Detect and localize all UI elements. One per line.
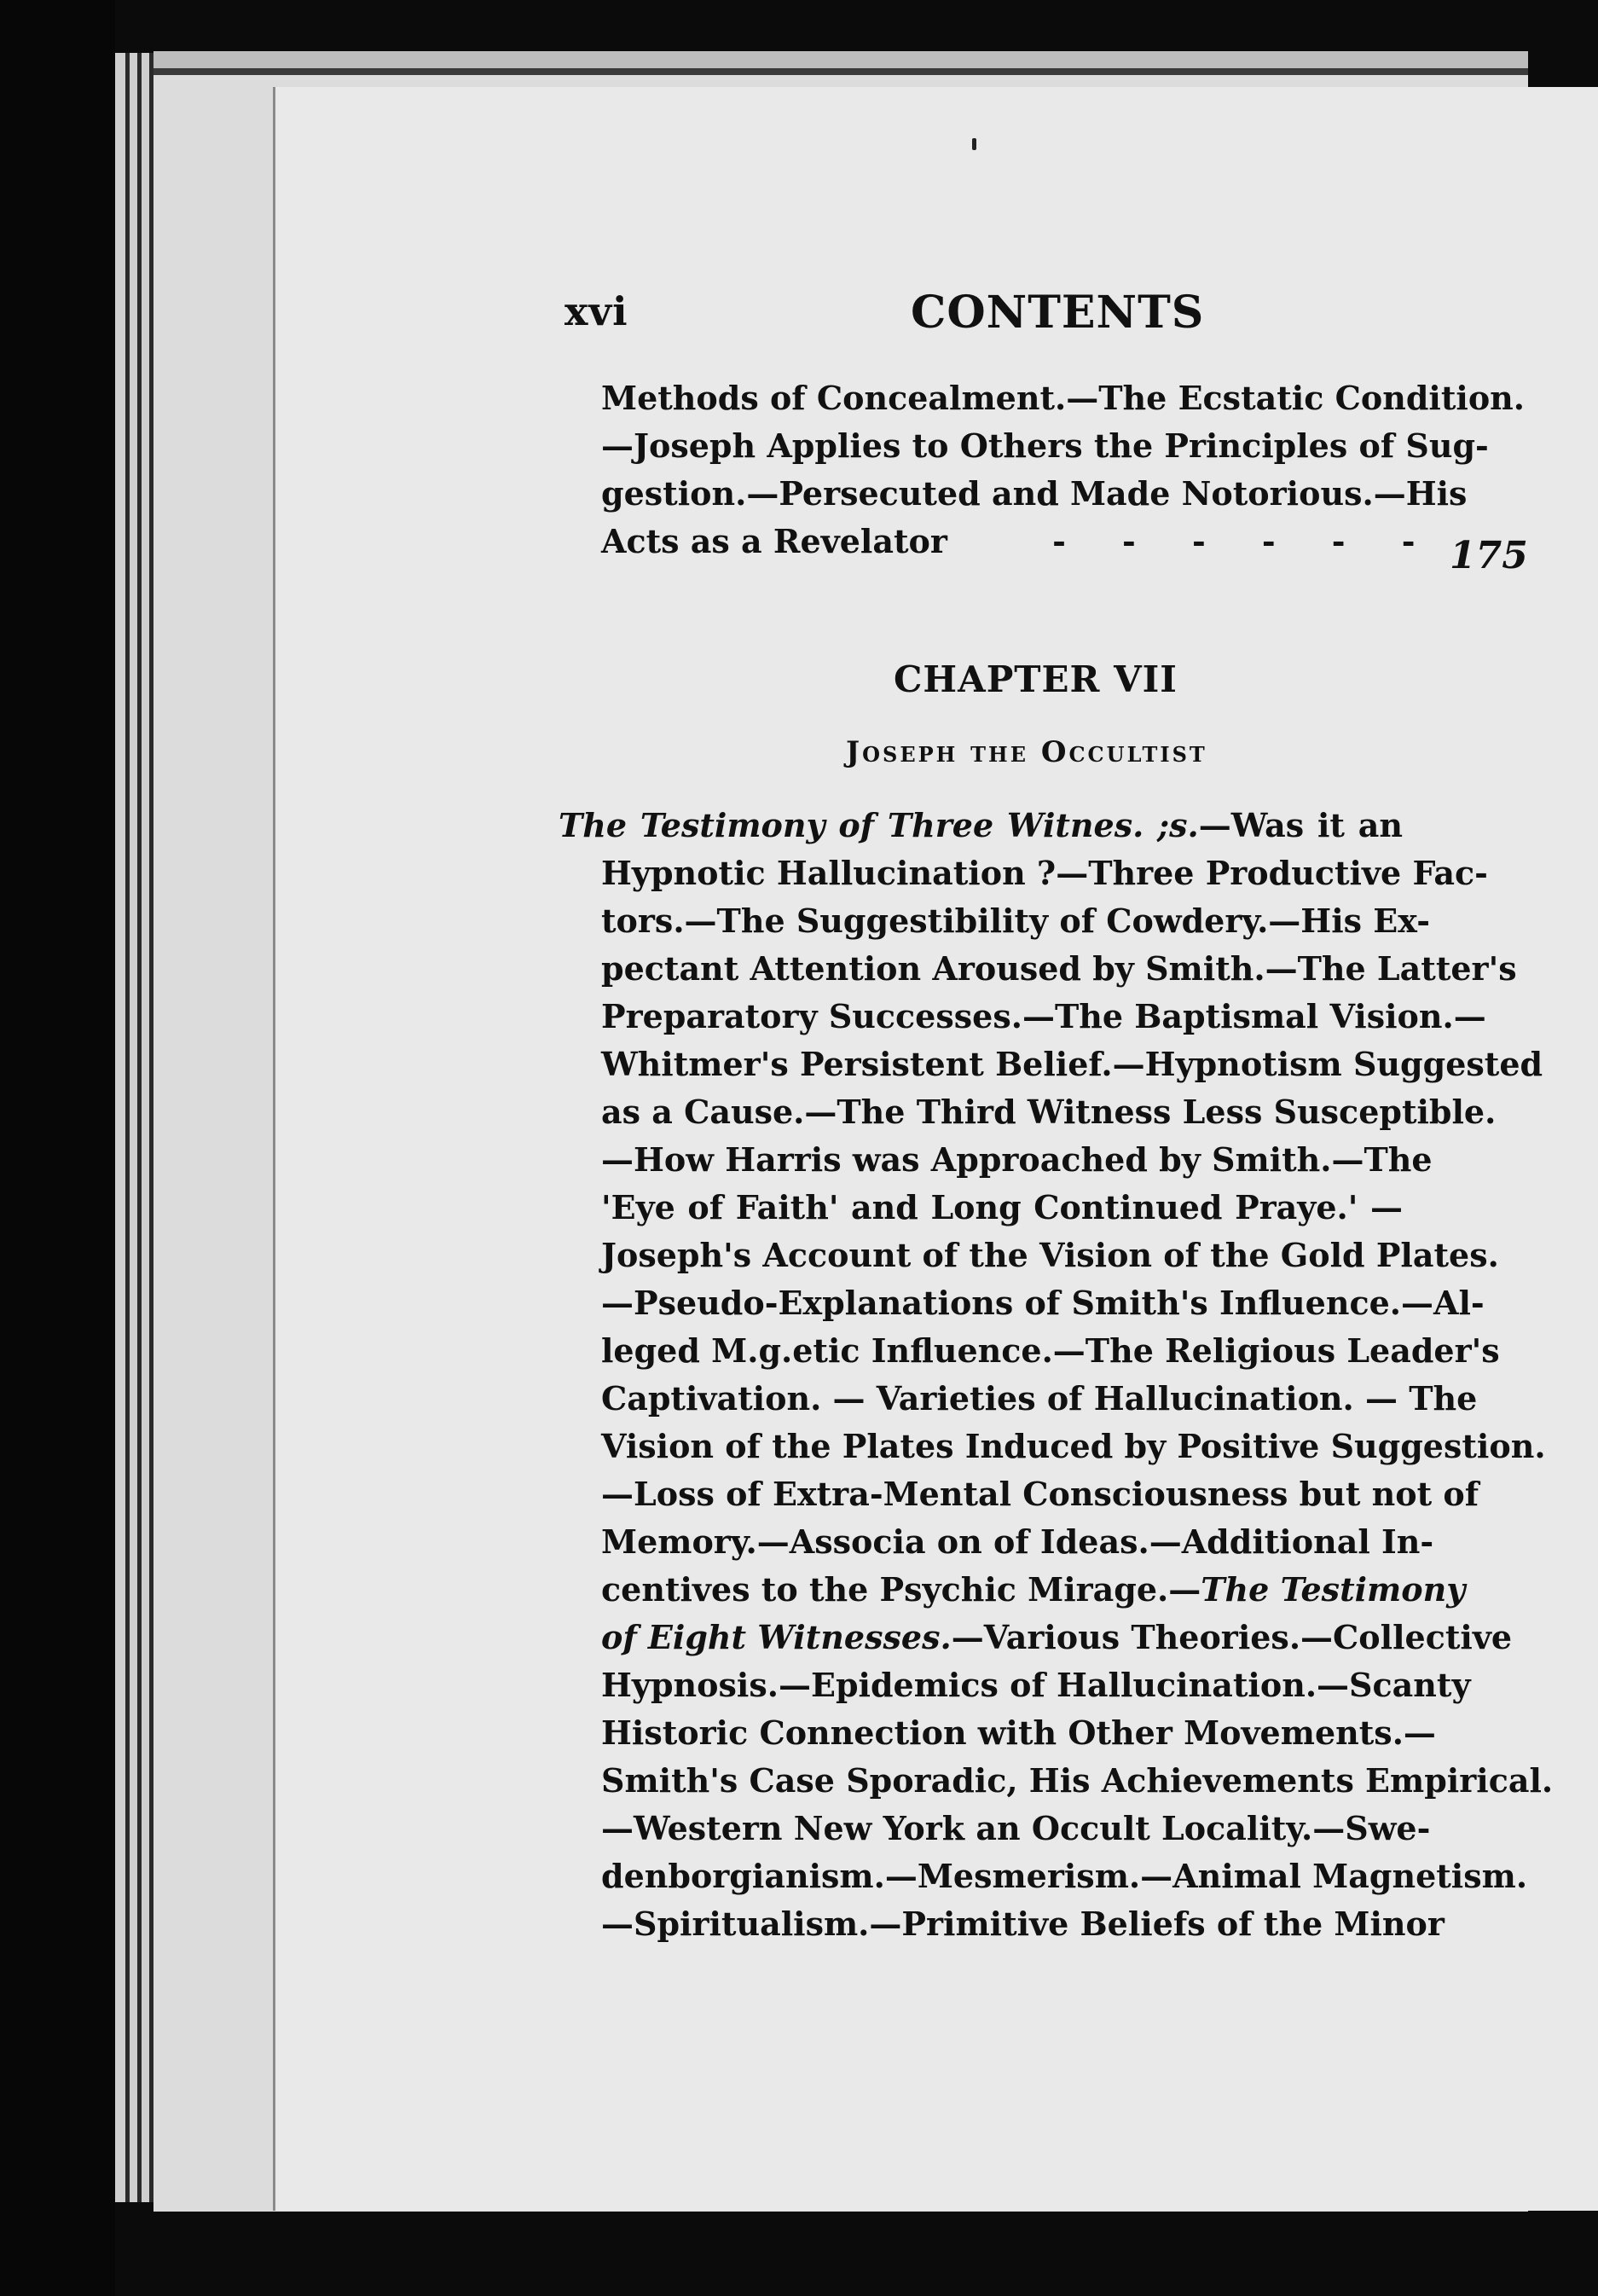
- synopsis-span: —Western New York an Occult Locality.—Swe-: [601, 1809, 1431, 1847]
- synopsis-span: leged M.g.etic Influence.—The Religious Leader's: [601, 1331, 1500, 1370]
- synopsis-span: pectant Attention Aroused by Smith.—The Latter's: [601, 949, 1517, 988]
- synopsis-line: [559, 806, 1403, 854]
- synopsis-line: [601, 1188, 1403, 1236]
- ink-speck: [972, 138, 976, 150]
- synopsis-span: —Spiritualism.—Primitive Beliefs of the Minor: [601, 1905, 1445, 1943]
- synopsis-span: Whitmer's Persistent Belief.—Hypnotism Suggested: [601, 1045, 1543, 1083]
- synopsis-span: Joseph's Account of the Vision of the Gold Plates.: [601, 1236, 1499, 1274]
- synopsis-span: centives to the Psychic Mirage.—: [601, 1570, 1201, 1609]
- synopsis-span: —Loss of Extra-Mental Consciousness but not of: [601, 1475, 1479, 1513]
- synopsis-span: —Was it an: [1198, 806, 1403, 844]
- synopsis-italic-span: The Testimony: [1201, 1570, 1466, 1609]
- synopsis-span: Hypnotic Hallucination ?—Three Productive Fac-: [601, 854, 1488, 892]
- synopsis-span: Vision of the Plates Induced by Positive Suggestion.: [601, 1427, 1546, 1465]
- synopsis-line: [601, 1522, 1434, 1570]
- synopsis-span: as a Cause.—The Third Witness Less Susceptible.: [601, 1093, 1497, 1131]
- entry-line: Methods of Concealment.—The Ecstatic Condition.: [601, 379, 1526, 417]
- synopsis-line: [601, 1331, 1500, 1379]
- synopsis-span: —How Harris was Approached by Smith.—The: [601, 1140, 1433, 1179]
- dot-leader: - - - - - -: [1052, 522, 1416, 560]
- synopsis-line: [601, 1905, 1445, 1952]
- synopsis-line: [601, 1045, 1543, 1093]
- synopsis-span: —Various Theories.—Collective: [951, 1618, 1513, 1656]
- synopsis-line: [601, 1857, 1528, 1905]
- entry-line: gestion.—Persecuted and Made Notorious.—His: [601, 474, 1468, 513]
- synopsis-line: [601, 1666, 1471, 1713]
- synopsis-line: [601, 1093, 1497, 1140]
- synopsis-line: [601, 902, 1430, 949]
- synopsis-line: [601, 1475, 1479, 1522]
- page-number: xvi: [565, 288, 628, 334]
- entry-text: Acts as a Revelator: [601, 522, 947, 560]
- entry-line-last: [601, 522, 1416, 570]
- synopsis-span: 'Eye of Faith' and Long Continued Praye.' —: [601, 1188, 1403, 1226]
- chapter-title: CHAPTER VII: [894, 658, 1178, 700]
- entry-page-number: 175: [1450, 534, 1528, 577]
- synopsis-span: Captivation. — Varieties of Hallucination. — The: [601, 1379, 1478, 1418]
- synopsis-italic-span: of Eight Witnesses.: [601, 1618, 952, 1656]
- chapter-subtitle: Joseph the Occultist: [846, 735, 1207, 769]
- synopsis-italic-span: The Testimony of Three Witnes. ;s.: [559, 806, 1199, 844]
- synopsis-line: [601, 997, 1486, 1045]
- synopsis-span: Hypnosis.—Epidemics of Hallucination.—Scanty: [601, 1666, 1471, 1704]
- synopsis-line: [601, 949, 1517, 997]
- synopsis-span: Memory.—Associa on of Ideas.—Additional In-: [601, 1522, 1434, 1561]
- running-title: CONTENTS: [911, 287, 1205, 339]
- synopsis-line: [601, 1427, 1546, 1475]
- synopsis-line: [601, 1761, 1554, 1809]
- synopsis-line: [601, 1809, 1431, 1857]
- synopsis-line: [601, 1140, 1433, 1188]
- synopsis-span: Smith's Case Sporadic, His Achievements Empirical.: [601, 1761, 1554, 1800]
- synopsis-line: [601, 854, 1488, 902]
- synopsis-line: [601, 1618, 1513, 1666]
- synopsis-line: [601, 1379, 1478, 1427]
- synopsis-span: tors.—The Suggestibility of Cowdery.—His Ex-: [601, 902, 1430, 940]
- synopsis-span: Historic Connection with Other Movements.—: [601, 1713, 1436, 1752]
- synopsis-line: [601, 1236, 1499, 1284]
- synopsis-line: [601, 1570, 1466, 1618]
- synopsis-span: —Pseudo-Explanations of Smith's Influence.—Al-: [601, 1284, 1485, 1322]
- synopsis-line: [601, 1284, 1485, 1331]
- synopsis-span: denborgianism.—Mesmerism.—Animal Magnetism.: [601, 1857, 1528, 1895]
- entry-line: —Joseph Applies to Others the Principles of Sug-: [601, 426, 1489, 465]
- synopsis-line: [601, 1713, 1436, 1761]
- synopsis-span: Preparatory Successes.—The Baptismal Vision.—: [601, 997, 1486, 1035]
